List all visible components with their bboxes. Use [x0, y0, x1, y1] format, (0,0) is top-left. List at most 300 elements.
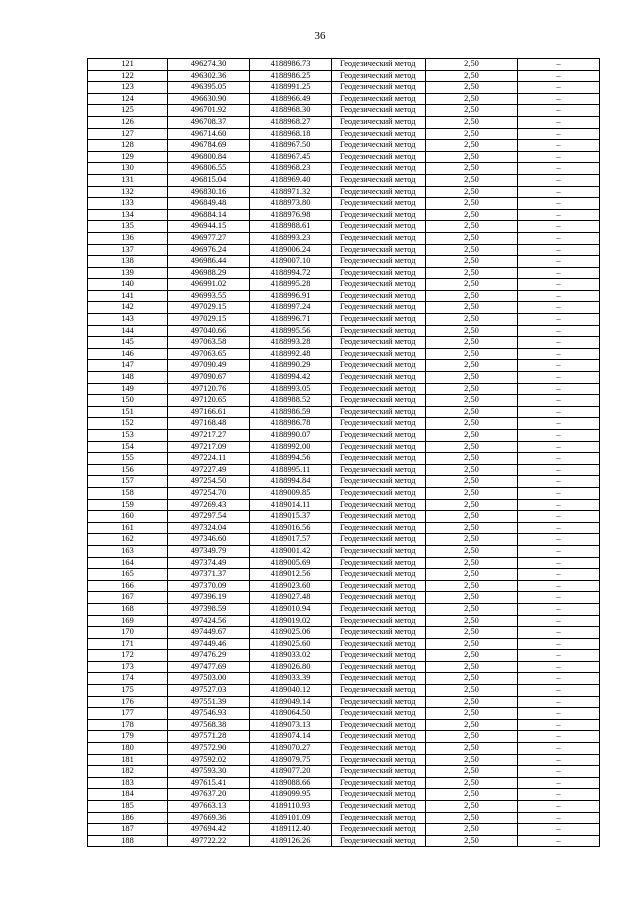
point-number-cell: 125 — [88, 105, 168, 117]
note-cell: – — [518, 70, 600, 82]
point-number-cell: 135 — [88, 221, 168, 233]
accuracy-cell: 2,50 — [426, 835, 518, 847]
x-coordinate-cell: 497568.38 — [168, 719, 250, 731]
table-row — [88, 708, 600, 720]
y-coordinate-cell: 4188997.24 — [250, 302, 332, 314]
table-row — [88, 395, 600, 407]
note-cell: – — [518, 372, 600, 384]
x-coordinate-cell: 497029.15 — [168, 302, 250, 314]
x-coordinate-cell: 496884.14 — [168, 209, 250, 221]
method-cell: Геодезический метод — [332, 650, 426, 662]
note-cell: – — [518, 174, 600, 186]
x-coordinate-cell: 497477.69 — [168, 661, 250, 673]
accuracy-cell: 2,50 — [426, 383, 518, 395]
note-cell: – — [518, 256, 600, 268]
x-coordinate-cell: 496395.05 — [168, 82, 250, 94]
x-coordinate-cell: 496302.36 — [168, 70, 250, 82]
x-coordinate-cell: 496944.15 — [168, 221, 250, 233]
point-number-cell: 167 — [88, 592, 168, 604]
note-cell: – — [518, 511, 600, 523]
table-row — [88, 232, 600, 244]
point-number-cell: 142 — [88, 302, 168, 314]
accuracy-cell: 2,50 — [426, 116, 518, 128]
point-number-cell: 139 — [88, 267, 168, 279]
x-coordinate-cell: 497374.49 — [168, 557, 250, 569]
x-coordinate-cell: 497371.37 — [168, 569, 250, 581]
note-cell: – — [518, 221, 600, 233]
method-cell: Геодезический метод — [332, 82, 426, 94]
point-number-cell: 143 — [88, 314, 168, 326]
table-row — [88, 406, 600, 418]
point-number-cell: 169 — [88, 615, 168, 627]
x-coordinate-cell: 497040.66 — [168, 325, 250, 337]
method-cell: Геодезический метод — [332, 244, 426, 256]
point-number-cell: 128 — [88, 140, 168, 152]
method-cell: Геодезический метод — [332, 314, 426, 326]
method-cell: Геодезический метод — [332, 812, 426, 824]
table-row — [88, 603, 600, 615]
note-cell: – — [518, 267, 600, 279]
table-row — [88, 279, 600, 291]
method-cell: Геодезический метод — [332, 743, 426, 755]
x-coordinate-cell: 497527.03 — [168, 685, 250, 697]
y-coordinate-cell: 4188995.28 — [250, 279, 332, 291]
note-cell: – — [518, 824, 600, 836]
y-coordinate-cell: 4189079.75 — [250, 754, 332, 766]
note-cell: – — [518, 314, 600, 326]
accuracy-cell: 2,50 — [426, 789, 518, 801]
note-cell: – — [518, 615, 600, 627]
table-row — [88, 221, 600, 233]
accuracy-cell: 2,50 — [426, 186, 518, 198]
table-row — [88, 511, 600, 523]
accuracy-cell: 2,50 — [426, 592, 518, 604]
accuracy-cell: 2,50 — [426, 569, 518, 581]
point-number-cell: 187 — [88, 824, 168, 836]
x-coordinate-cell: 497637.20 — [168, 789, 250, 801]
x-coordinate-cell: 496976.24 — [168, 244, 250, 256]
point-number-cell: 155 — [88, 453, 168, 465]
x-coordinate-cell: 497346.60 — [168, 534, 250, 546]
table-row — [88, 719, 600, 731]
y-coordinate-cell: 4189077.20 — [250, 766, 332, 778]
accuracy-cell: 2,50 — [426, 151, 518, 163]
y-coordinate-cell: 4188992.48 — [250, 348, 332, 360]
x-coordinate-cell: 497571.28 — [168, 731, 250, 743]
note-cell: – — [518, 487, 600, 499]
y-coordinate-cell: 4189005.69 — [250, 557, 332, 569]
accuracy-cell: 2,50 — [426, 522, 518, 534]
point-number-cell: 164 — [88, 557, 168, 569]
accuracy-cell: 2,50 — [426, 348, 518, 360]
point-number-cell: 171 — [88, 638, 168, 650]
table-row — [88, 82, 600, 94]
table-row — [88, 430, 600, 442]
method-cell: Геодезический метод — [332, 406, 426, 418]
y-coordinate-cell: 4188993.05 — [250, 383, 332, 395]
y-coordinate-cell: 4189110.93 — [250, 801, 332, 813]
method-cell: Геодезический метод — [332, 151, 426, 163]
table-row — [88, 256, 600, 268]
point-number-cell: 188 — [88, 835, 168, 847]
accuracy-cell: 2,50 — [426, 221, 518, 233]
x-coordinate-cell: 496986.44 — [168, 256, 250, 268]
accuracy-cell: 2,50 — [426, 325, 518, 337]
table-row — [88, 453, 600, 465]
y-coordinate-cell: 4189016.56 — [250, 522, 332, 534]
accuracy-cell: 2,50 — [426, 534, 518, 546]
accuracy-cell: 2,50 — [426, 198, 518, 210]
accuracy-cell: 2,50 — [426, 244, 518, 256]
x-coordinate-cell: 497572.90 — [168, 743, 250, 755]
table-row — [88, 59, 600, 71]
accuracy-cell: 2,50 — [426, 545, 518, 557]
x-coordinate-cell: 497297.54 — [168, 511, 250, 523]
accuracy-cell: 2,50 — [426, 174, 518, 186]
note-cell: – — [518, 603, 600, 615]
method-cell: Геодезический метод — [332, 499, 426, 511]
method-cell: Геодезический метод — [332, 186, 426, 198]
note-cell: – — [518, 348, 600, 360]
point-number-cell: 157 — [88, 476, 168, 488]
method-cell: Геодезический метод — [332, 232, 426, 244]
point-number-cell: 140 — [88, 279, 168, 291]
accuracy-cell: 2,50 — [426, 487, 518, 499]
x-coordinate-cell: 496784.69 — [168, 140, 250, 152]
table-row — [88, 615, 600, 627]
point-number-cell: 160 — [88, 511, 168, 523]
y-coordinate-cell: 4189112.40 — [250, 824, 332, 836]
note-cell: – — [518, 186, 600, 198]
table-row — [88, 186, 600, 198]
y-coordinate-cell: 4189026.80 — [250, 661, 332, 673]
y-coordinate-cell: 4188990.07 — [250, 430, 332, 442]
point-number-cell: 153 — [88, 430, 168, 442]
y-coordinate-cell: 4189040.12 — [250, 685, 332, 697]
method-cell: Геодезический метод — [332, 372, 426, 384]
accuracy-cell: 2,50 — [426, 314, 518, 326]
table-row — [88, 290, 600, 302]
table-row — [88, 151, 600, 163]
accuracy-cell: 2,50 — [426, 59, 518, 71]
y-coordinate-cell: 4189101.09 — [250, 812, 332, 824]
accuracy-cell: 2,50 — [426, 615, 518, 627]
method-cell: Геодезический метод — [332, 116, 426, 128]
x-coordinate-cell: 497592.02 — [168, 754, 250, 766]
method-cell: Геодезический метод — [332, 487, 426, 499]
method-cell: Геодезический метод — [332, 696, 426, 708]
table-row — [88, 174, 600, 186]
point-number-cell: 166 — [88, 580, 168, 592]
y-coordinate-cell: 4189025.06 — [250, 627, 332, 639]
y-coordinate-cell: 4188993.28 — [250, 337, 332, 349]
table-row — [88, 360, 600, 372]
accuracy-cell: 2,50 — [426, 406, 518, 418]
y-coordinate-cell: 4189006.24 — [250, 244, 332, 256]
accuracy-cell: 2,50 — [426, 163, 518, 175]
point-number-cell: 179 — [88, 731, 168, 743]
method-cell: Геодезический метод — [332, 534, 426, 546]
x-coordinate-cell: 497476.29 — [168, 650, 250, 662]
point-number-cell: 180 — [88, 743, 168, 755]
method-cell: Геодезический метод — [332, 279, 426, 291]
note-cell: – — [518, 82, 600, 94]
accuracy-cell: 2,50 — [426, 140, 518, 152]
note-cell: – — [518, 580, 600, 592]
table-row — [88, 209, 600, 221]
y-coordinate-cell: 4189001.42 — [250, 545, 332, 557]
table-row — [88, 140, 600, 152]
table-row — [88, 383, 600, 395]
table-row — [88, 685, 600, 697]
method-cell: Геодезический метод — [332, 128, 426, 140]
note-cell: – — [518, 812, 600, 824]
accuracy-cell: 2,50 — [426, 743, 518, 755]
table-row — [88, 835, 600, 847]
accuracy-cell: 2,50 — [426, 418, 518, 430]
y-coordinate-cell: 4189017.57 — [250, 534, 332, 546]
table-row — [88, 580, 600, 592]
accuracy-cell: 2,50 — [426, 105, 518, 117]
method-cell: Геодезический метод — [332, 545, 426, 557]
note-cell: – — [518, 279, 600, 291]
note-cell: – — [518, 59, 600, 71]
point-number-cell: 158 — [88, 487, 168, 499]
point-number-cell: 145 — [88, 337, 168, 349]
table-row — [88, 731, 600, 743]
x-coordinate-cell: 497396.19 — [168, 592, 250, 604]
table-row — [88, 348, 600, 360]
note-cell: – — [518, 696, 600, 708]
method-cell: Геодезический метод — [332, 557, 426, 569]
table-row — [88, 441, 600, 453]
table-row — [88, 244, 600, 256]
table-row — [88, 105, 600, 117]
table-row — [88, 801, 600, 813]
coordinates-table-body — [88, 59, 600, 847]
method-cell: Геодезический метод — [332, 105, 426, 117]
table-row — [88, 754, 600, 766]
accuracy-cell: 2,50 — [426, 476, 518, 488]
note-cell: – — [518, 325, 600, 337]
point-number-cell: 161 — [88, 522, 168, 534]
table-row — [88, 534, 600, 546]
point-number-cell: 183 — [88, 777, 168, 789]
x-coordinate-cell: 497424.56 — [168, 615, 250, 627]
note-cell: – — [518, 499, 600, 511]
note-cell: – — [518, 464, 600, 476]
x-coordinate-cell: 497593.30 — [168, 766, 250, 778]
y-coordinate-cell: 4189010.94 — [250, 603, 332, 615]
point-number-cell: 126 — [88, 116, 168, 128]
y-coordinate-cell: 4189033.02 — [250, 650, 332, 662]
note-cell: – — [518, 650, 600, 662]
point-number-cell: 165 — [88, 569, 168, 581]
x-coordinate-cell: 497722.22 — [168, 835, 250, 847]
note-cell: – — [518, 105, 600, 117]
note-cell: – — [518, 453, 600, 465]
point-number-cell: 176 — [88, 696, 168, 708]
note-cell: – — [518, 418, 600, 430]
table-row — [88, 766, 600, 778]
table-row — [88, 499, 600, 511]
table-row — [88, 569, 600, 581]
point-number-cell: 129 — [88, 151, 168, 163]
method-cell: Геодезический метод — [332, 580, 426, 592]
point-number-cell: 150 — [88, 395, 168, 407]
table-row — [88, 337, 600, 349]
note-cell: – — [518, 754, 600, 766]
x-coordinate-cell: 497168.48 — [168, 418, 250, 430]
x-coordinate-cell: 497224.11 — [168, 453, 250, 465]
accuracy-cell: 2,50 — [426, 754, 518, 766]
y-coordinate-cell: 4189033.39 — [250, 673, 332, 685]
note-cell: – — [518, 661, 600, 673]
method-cell: Геодезический метод — [332, 464, 426, 476]
table-row — [88, 116, 600, 128]
note-cell: – — [518, 522, 600, 534]
point-number-cell: 147 — [88, 360, 168, 372]
accuracy-cell: 2,50 — [426, 638, 518, 650]
table-row — [88, 372, 600, 384]
accuracy-cell: 2,50 — [426, 337, 518, 349]
method-cell: Геодезический метод — [332, 174, 426, 186]
accuracy-cell: 2,50 — [426, 557, 518, 569]
method-cell: Геодезический метод — [332, 638, 426, 650]
method-cell: Геодезический метод — [332, 754, 426, 766]
y-coordinate-cell: 4188994.56 — [250, 453, 332, 465]
point-number-cell: 184 — [88, 789, 168, 801]
table-row — [88, 661, 600, 673]
y-coordinate-cell: 4188988.52 — [250, 395, 332, 407]
accuracy-cell: 2,50 — [426, 360, 518, 372]
accuracy-cell: 2,50 — [426, 209, 518, 221]
table-row — [88, 592, 600, 604]
note-cell: – — [518, 673, 600, 685]
x-coordinate-cell: 496630.90 — [168, 93, 250, 105]
method-cell: Геодезический метод — [332, 476, 426, 488]
note-cell: – — [518, 638, 600, 650]
point-number-cell: 182 — [88, 766, 168, 778]
point-number-cell: 138 — [88, 256, 168, 268]
method-cell: Геодезический метод — [332, 766, 426, 778]
x-coordinate-cell: 496830.16 — [168, 186, 250, 198]
point-number-cell: 133 — [88, 198, 168, 210]
method-cell: Геодезический метод — [332, 70, 426, 82]
point-number-cell: 173 — [88, 661, 168, 673]
note-cell: – — [518, 232, 600, 244]
note-cell: – — [518, 128, 600, 140]
accuracy-cell: 2,50 — [426, 302, 518, 314]
accuracy-cell: 2,50 — [426, 128, 518, 140]
point-number-cell: 134 — [88, 209, 168, 221]
point-number-cell: 178 — [88, 719, 168, 731]
table-row — [88, 522, 600, 534]
point-number-cell: 174 — [88, 673, 168, 685]
point-number-cell: 130 — [88, 163, 168, 175]
method-cell: Геодезический метод — [332, 673, 426, 685]
note-cell: – — [518, 441, 600, 453]
note-cell: – — [518, 302, 600, 314]
y-coordinate-cell: 4188996.71 — [250, 314, 332, 326]
table-row — [88, 696, 600, 708]
point-number-cell: 127 — [88, 128, 168, 140]
note-cell: – — [518, 406, 600, 418]
method-cell: Геодезический метод — [332, 290, 426, 302]
point-number-cell: 148 — [88, 372, 168, 384]
y-coordinate-cell: 4189088.66 — [250, 777, 332, 789]
point-number-cell: 163 — [88, 545, 168, 557]
note-cell: – — [518, 116, 600, 128]
x-coordinate-cell: 496849.48 — [168, 198, 250, 210]
point-number-cell: 154 — [88, 441, 168, 453]
accuracy-cell: 2,50 — [426, 766, 518, 778]
x-coordinate-cell: 497663.13 — [168, 801, 250, 813]
y-coordinate-cell: 4189070.27 — [250, 743, 332, 755]
note-cell: – — [518, 395, 600, 407]
accuracy-cell: 2,50 — [426, 580, 518, 592]
accuracy-cell: 2,50 — [426, 801, 518, 813]
note-cell: – — [518, 545, 600, 557]
y-coordinate-cell: 4188994.42 — [250, 372, 332, 384]
method-cell: Геодезический метод — [332, 221, 426, 233]
x-coordinate-cell: 497120.76 — [168, 383, 250, 395]
x-coordinate-cell: 497669.36 — [168, 812, 250, 824]
x-coordinate-cell: 496815.04 — [168, 174, 250, 186]
method-cell: Геодезический метод — [332, 267, 426, 279]
method-cell: Геодезический метод — [332, 140, 426, 152]
point-number-cell: 177 — [88, 708, 168, 720]
note-cell: – — [518, 93, 600, 105]
accuracy-cell: 2,50 — [426, 82, 518, 94]
accuracy-cell: 2,50 — [426, 430, 518, 442]
accuracy-cell: 2,50 — [426, 685, 518, 697]
accuracy-cell: 2,50 — [426, 696, 518, 708]
accuracy-cell: 2,50 — [426, 279, 518, 291]
x-coordinate-cell: 497090.67 — [168, 372, 250, 384]
point-number-cell: 149 — [88, 383, 168, 395]
y-coordinate-cell: 4188992.00 — [250, 441, 332, 453]
x-coordinate-cell: 497449.67 — [168, 627, 250, 639]
table-row — [88, 638, 600, 650]
note-cell: – — [518, 430, 600, 442]
table-row — [88, 743, 600, 755]
y-coordinate-cell: 4188990.29 — [250, 360, 332, 372]
method-cell: Геодезический метод — [332, 615, 426, 627]
x-coordinate-cell: 496714.60 — [168, 128, 250, 140]
x-coordinate-cell: 497217.27 — [168, 430, 250, 442]
accuracy-cell: 2,50 — [426, 70, 518, 82]
x-coordinate-cell: 497370.09 — [168, 580, 250, 592]
method-cell: Геодезический метод — [332, 801, 426, 813]
method-cell: Геодезический метод — [332, 789, 426, 801]
y-coordinate-cell: 4188967.50 — [250, 140, 332, 152]
point-number-cell: 162 — [88, 534, 168, 546]
note-cell: – — [518, 685, 600, 697]
note-cell: – — [518, 719, 600, 731]
method-cell: Геодезический метод — [332, 93, 426, 105]
note-cell: – — [518, 383, 600, 395]
method-cell: Геодезический метод — [332, 661, 426, 673]
accuracy-cell: 2,50 — [426, 499, 518, 511]
accuracy-cell: 2,50 — [426, 661, 518, 673]
x-coordinate-cell: 496988.29 — [168, 267, 250, 279]
point-number-cell: 136 — [88, 232, 168, 244]
method-cell: Геодезический метод — [332, 337, 426, 349]
y-coordinate-cell: 4189073.13 — [250, 719, 332, 731]
accuracy-cell: 2,50 — [426, 453, 518, 465]
table-row — [88, 70, 600, 82]
